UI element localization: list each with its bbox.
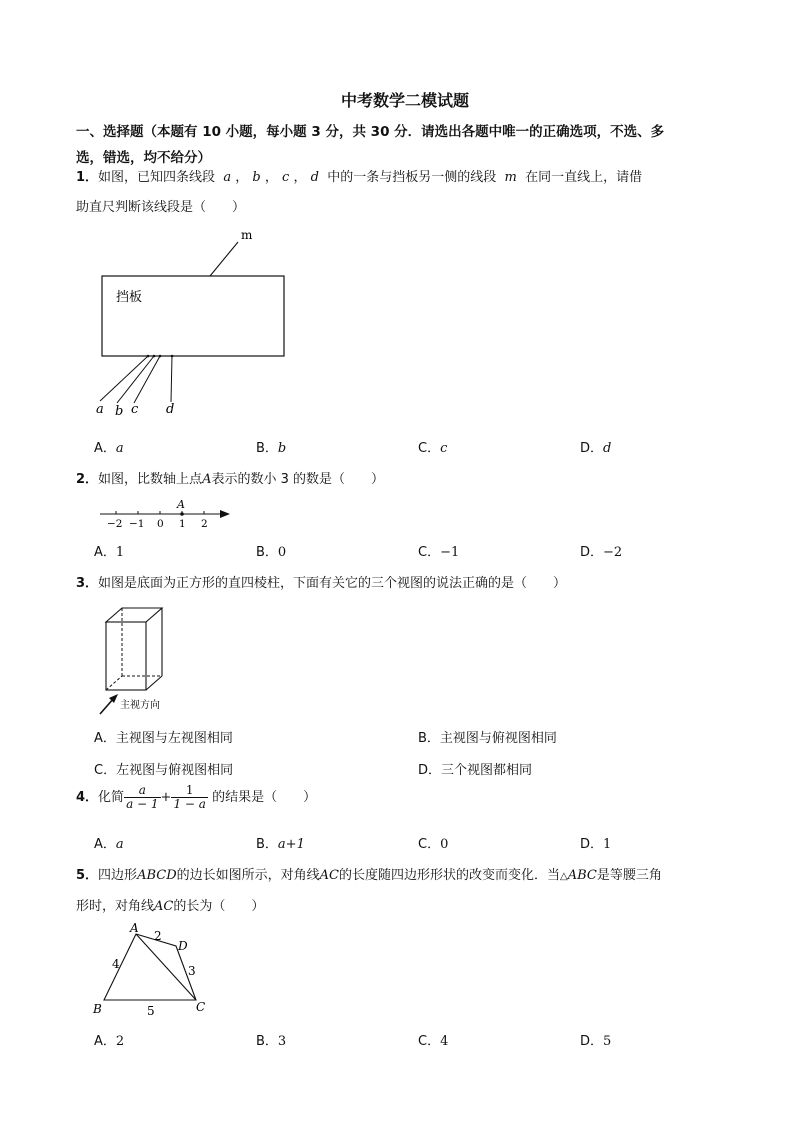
- question-5-line1: 5．四边形ABCD的边长如图所示，对角线AC的长度随四边形形状的改变而变化．当△ABC是等腰三角: [76, 868, 662, 883]
- question-1-line1: [76, 166, 642, 185]
- svg-text:0: 0: [157, 518, 164, 530]
- comma: ，: [235, 170, 249, 185]
- q5-option-a[interactable]: A．2: [94, 1034, 125, 1049]
- q1-option-b[interactable]: B．b: [256, 441, 287, 456]
- question-text: 表示的数小 3 的数是（ ）: [211, 472, 384, 487]
- q4-option-b[interactable]: B．a+1: [256, 837, 305, 852]
- question-4-text: [76, 784, 316, 811]
- q3-option-a[interactable]: A．主视图与左视图相同: [94, 731, 233, 746]
- prism-figure: [96, 604, 206, 716]
- label-a: a: [96, 402, 104, 417]
- question-text: 如图是底面为正方形的直四棱柱，下面有关它的三个视图的说法正确的是（ ）: [98, 576, 567, 591]
- var-b: b: [252, 170, 261, 185]
- label-d: d: [166, 402, 175, 417]
- section-header-line1: 一、选择题（本题有 10 小题，每小题 3 分，共 30 分．请选出各题中唯一的正确选项，不选、多: [76, 124, 665, 140]
- plus-sign: +: [160, 790, 172, 806]
- q2-option-b[interactable]: B．0: [256, 545, 287, 560]
- page-title: 中考数学二模试题: [341, 91, 470, 110]
- baffle-rect: [102, 276, 284, 356]
- vertex-B: B: [93, 1002, 102, 1016]
- vertex-D: D: [178, 939, 188, 953]
- section-header-line2: 选，错选，均不给分）: [76, 150, 211, 166]
- svg-text:2: 2: [201, 518, 208, 530]
- point-A-dot: [180, 512, 184, 516]
- q2-option-d[interactable]: D．−2: [580, 545, 623, 560]
- question-number: 2．: [76, 472, 99, 487]
- number-line: [96, 496, 246, 532]
- question-number: 3．: [76, 576, 99, 591]
- question-number: 4．: [76, 790, 99, 806]
- q2-option-c[interactable]: C．−1: [418, 545, 460, 560]
- label-b: b: [115, 404, 124, 419]
- question-text: 在同一直线上，请借: [525, 170, 643, 185]
- side-AB: 4: [112, 957, 120, 971]
- baffle-label: 挡板: [116, 290, 143, 305]
- fraction-1: $\frac{a}{a - 1}$: [126, 783, 159, 812]
- question-number: 1．: [76, 170, 99, 185]
- side-AD: 2: [154, 929, 162, 943]
- label-c: c: [131, 402, 139, 417]
- quadrilateral-figure: [90, 922, 220, 1018]
- q4-option-a[interactable]: A．a: [94, 837, 124, 852]
- q1-option-a[interactable]: A．a: [94, 441, 124, 456]
- var-a: a: [223, 170, 232, 185]
- svg-text:−1: −1: [129, 518, 145, 530]
- segment-m: [210, 242, 238, 276]
- var-d: d: [310, 170, 319, 185]
- svg-text:−2: −2: [107, 518, 123, 530]
- var-A: A: [202, 472, 212, 487]
- question-2-text: [76, 468, 384, 487]
- q1-option-d[interactable]: D．d: [580, 441, 612, 456]
- vertex-C: C: [196, 1000, 206, 1014]
- q2-option-a[interactable]: A．1: [94, 545, 125, 560]
- svg-text:1: 1: [179, 518, 186, 530]
- baffle-figure: [90, 226, 390, 426]
- question-text: 如图，比数轴上点: [98, 472, 203, 487]
- q5-option-b[interactable]: B．3: [256, 1034, 287, 1049]
- comma: ，: [264, 170, 278, 185]
- question-text: 如图，已知四条线段: [98, 170, 216, 185]
- segment-d: [171, 356, 172, 402]
- question-3-text: [76, 572, 566, 591]
- q1-option-c[interactable]: C．c: [418, 441, 448, 456]
- arrow-icon: [220, 510, 230, 518]
- point-A-label: A: [177, 498, 185, 511]
- q3-option-b[interactable]: B．主视图与俯视图相同: [418, 731, 557, 746]
- q5-option-d[interactable]: D．5: [580, 1034, 612, 1049]
- comma: ，: [293, 170, 307, 185]
- side-BC: 5: [147, 1004, 155, 1018]
- question-text: 的结果是（ ）: [212, 790, 317, 806]
- fraction-2: $\frac{1}{1 - a}$: [173, 783, 206, 812]
- label-m: m: [241, 228, 253, 242]
- question-5-line2: 形时，对角线AC的长为（ ）: [76, 899, 265, 914]
- question-number: 5．: [76, 868, 99, 883]
- q5-option-c[interactable]: C．4: [418, 1034, 449, 1049]
- q4-option-c[interactable]: C．0: [418, 837, 449, 852]
- view-direction-label: 主视方向: [120, 700, 160, 711]
- q4-option-d[interactable]: D．1: [580, 837, 612, 852]
- vertex-A: A: [130, 921, 139, 935]
- var-m: m: [504, 170, 517, 185]
- question-1-line2: 助直尺判断该线段是（ ）: [76, 200, 246, 215]
- q3-option-c[interactable]: C．左视图与俯视图相同: [94, 763, 234, 778]
- side-DC: 3: [188, 964, 196, 978]
- q3-option-d[interactable]: D．三个视图都相同: [418, 763, 533, 778]
- var-c: c: [282, 170, 290, 185]
- question-text: 化简: [98, 790, 125, 806]
- question-text: 中的一条与挡板另一侧的线段: [327, 170, 497, 185]
- segment-c: [134, 356, 160, 403]
